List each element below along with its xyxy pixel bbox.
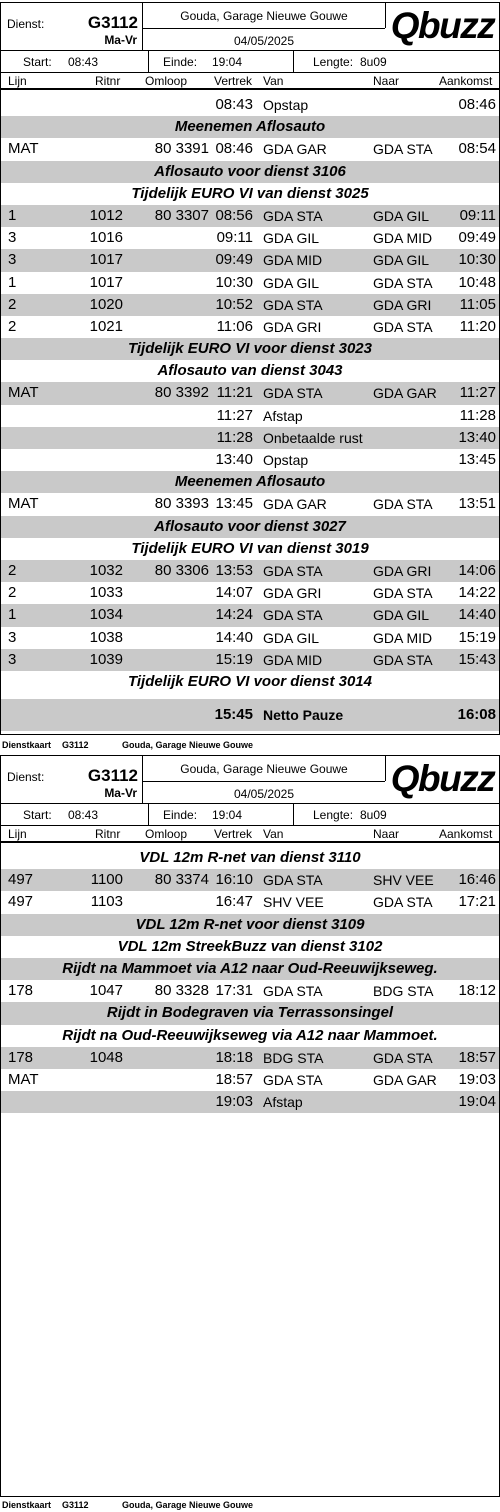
vertrek-cell: 16:47 xyxy=(215,893,253,911)
shift-times-bar xyxy=(1,804,499,826)
footer-label: Dienstkaart xyxy=(2,1500,52,1510)
lijn-cell: 3 xyxy=(8,251,17,269)
vertrek-cell: 15:19 xyxy=(215,650,253,668)
lijn-cell: 2 xyxy=(8,584,17,602)
vertrek-cell: 14:24 xyxy=(215,606,253,624)
naar-cell: GDA GIL xyxy=(373,207,430,224)
aankomst-cell: 08:54 xyxy=(458,140,496,158)
service-date: 04/05/2025 xyxy=(233,787,295,801)
footer-id: G3112 xyxy=(62,740,89,750)
aankomst-cell: 17:21 xyxy=(458,893,496,911)
section-banner xyxy=(1,671,499,693)
aankomst-cell: 15:43 xyxy=(458,650,496,668)
banner-text: VDL 12m R-net van dienst 3110 xyxy=(139,849,361,866)
col-ritnr: Ritnr xyxy=(95,827,121,841)
col-lijn: Lijn xyxy=(8,827,27,841)
aankomst-cell: 16:08 xyxy=(457,706,496,724)
qbuzz-logo: Qbuzz xyxy=(390,758,495,799)
divider xyxy=(293,804,294,826)
aankomst-cell: 15:19 xyxy=(458,628,496,646)
banner-text: VDL 12m R-net voor dienst 3109 xyxy=(135,915,365,933)
trip-row xyxy=(1,405,499,427)
section-banner xyxy=(1,516,499,538)
divider xyxy=(142,781,385,782)
dienst-label: Dienst: xyxy=(7,770,45,784)
aankomst-cell: 18:12 xyxy=(458,982,496,1000)
trip-row xyxy=(1,869,499,891)
lijn-cell: 1 xyxy=(8,273,17,291)
ritnr-cell: 1032 xyxy=(89,561,123,579)
lijn-cell: 178 xyxy=(8,982,34,1000)
ritnr-cell: 1017 xyxy=(89,273,123,291)
vertrek-cell: 18:57 xyxy=(215,1070,253,1088)
naar-cell: BDG STA xyxy=(373,983,434,1000)
column-headers xyxy=(1,826,499,843)
trip-row xyxy=(1,582,499,604)
aankomst-cell: 13:45 xyxy=(458,451,496,468)
col-vertrek: Vertrek xyxy=(214,827,253,841)
banner-text: Aflosauto voor dienst 3027 xyxy=(154,517,346,535)
lijn-cell: MAT xyxy=(8,384,39,402)
naar-cell: GDA STA xyxy=(373,318,433,335)
dienst-id: G3112 xyxy=(87,13,138,32)
lengte-label: Lengte: xyxy=(313,808,354,822)
einde-time: 19:04 xyxy=(212,808,243,822)
lijn-cell: 2 xyxy=(8,295,17,313)
ritnr-cell: 1012 xyxy=(89,206,123,224)
aankomst-cell: 10:30 xyxy=(458,251,496,269)
van-cell: Opstap xyxy=(263,97,309,113)
aankomst-cell: 14:06 xyxy=(458,561,496,579)
van-cell: SHV VEE xyxy=(263,894,324,911)
naar-cell: GDA STA xyxy=(373,141,433,158)
vertrek-cell: 15:45 xyxy=(214,706,253,724)
naar-cell: GDA STA xyxy=(373,651,433,668)
ritnr-cell: 1017 xyxy=(89,251,123,269)
van-cell: GDA GAR xyxy=(263,141,327,158)
footer-location: Gouda, Garage Nieuwe Gouwe xyxy=(122,740,254,750)
aankomst-cell: 14:40 xyxy=(458,606,496,624)
page-header xyxy=(1,3,499,51)
ritnr-cell: 1039 xyxy=(89,650,123,668)
lengte-value: 8u09 xyxy=(360,808,387,822)
trip-row xyxy=(1,205,499,227)
trip-row xyxy=(1,138,499,160)
trip-row xyxy=(1,249,499,271)
banner-text: Tijdelijk EURO VI voor dienst 3023 xyxy=(128,340,372,358)
section-banner xyxy=(1,471,499,493)
lengte-value: 8u09 xyxy=(360,55,387,69)
dienst-id: G3112 xyxy=(87,766,138,785)
naar-cell: GDA STA xyxy=(373,894,433,911)
dienstkaart-page-2 xyxy=(0,755,500,1497)
trip-row xyxy=(1,427,499,449)
col-van: Van xyxy=(263,74,284,88)
aankomst-cell: 19:04 xyxy=(458,1093,496,1111)
col-naar: Naar xyxy=(373,827,400,841)
aankomst-cell: 11:20 xyxy=(459,317,496,335)
trip-row xyxy=(1,1091,499,1113)
lijn-cell: MAT xyxy=(8,1070,39,1088)
divider xyxy=(148,804,149,826)
section-banner xyxy=(1,360,499,382)
footer-location: Gouda, Garage Nieuwe Gouwe xyxy=(122,1500,254,1510)
section-banner xyxy=(1,538,499,560)
banner-text: Tijdelijk EURO VI voor dienst 3014 xyxy=(128,672,372,690)
banner-text: Rijdt na Oud-Reeuwijkseweg via A12 naar Mammoet. xyxy=(62,1026,438,1044)
vertrek-cell: 18:18 xyxy=(215,1048,253,1066)
aankomst-cell: 14:22 xyxy=(458,584,496,602)
aankomst-cell: 08:46 xyxy=(458,96,496,113)
dienst-label: Dienst: xyxy=(7,17,45,31)
naar-cell: GDA STA xyxy=(373,274,433,291)
vertrek-cell: 11:06 xyxy=(216,317,253,335)
naar-cell: GDA MID xyxy=(373,629,433,646)
aankomst-cell: 11:27 xyxy=(459,384,496,402)
van-cell: GDA STA xyxy=(263,296,323,313)
naar-cell: GDA STA xyxy=(373,585,433,602)
lijn-cell: 2 xyxy=(8,561,17,579)
banner-text: VDL 12m StreekBuzz van dienst 3102 xyxy=(117,937,383,955)
start-time: 08:43 xyxy=(68,808,99,822)
vertrek-cell: 09:11 xyxy=(216,229,253,247)
vertrek-cell: 13:40 xyxy=(215,451,253,468)
vertrek-cell: 10:52 xyxy=(215,295,253,313)
footer-id: G3112 xyxy=(62,1500,89,1510)
vertrek-cell: 14:40 xyxy=(215,628,253,646)
einde-label: Einde: xyxy=(163,808,198,822)
lijn-cell: MAT xyxy=(8,495,39,513)
aankomst-cell: 18:57 xyxy=(458,1048,496,1066)
col-vertrek: Vertrek xyxy=(214,74,253,88)
trip-list xyxy=(1,94,499,731)
van-cell: Netto Pauze xyxy=(263,707,344,724)
section-banner xyxy=(1,116,499,138)
section-banner xyxy=(1,338,499,360)
trip-row xyxy=(1,604,499,626)
naar-cell: SHV VEE xyxy=(373,872,434,889)
aankomst-cell: 19:03 xyxy=(458,1070,496,1088)
van-cell: GDA STA xyxy=(263,207,323,224)
lijn-cell: MAT xyxy=(8,140,39,158)
ritnr-cell: 1016 xyxy=(89,229,123,247)
van-cell: Onbetaalde rust xyxy=(263,429,363,446)
trip-list xyxy=(1,847,499,1113)
naar-cell: GDA STA xyxy=(373,496,433,513)
van-cell: GDA MID xyxy=(263,252,323,269)
section-banner xyxy=(1,914,499,936)
lijn-cell: 3 xyxy=(8,628,17,646)
vertrek-cell: 08:46 xyxy=(215,140,253,158)
banner-text: Meenemen Aflosauto xyxy=(174,473,326,491)
col-ritnr: Ritnr xyxy=(95,74,121,88)
vertrek-cell: 14:07 xyxy=(215,584,253,602)
aankomst-cell: 13:51 xyxy=(458,495,496,513)
van-cell: Afstap xyxy=(263,407,303,424)
trip-row xyxy=(1,94,499,116)
banner-text: Tijdelijk EURO VI van dienst 3019 xyxy=(131,539,369,557)
ritnr-cell: 1020 xyxy=(89,295,123,313)
dienst-days: Ma-Vr xyxy=(104,786,137,800)
divider xyxy=(148,51,149,73)
van-cell: GDA GAR xyxy=(263,496,327,513)
van-cell: GDA STA xyxy=(263,562,323,579)
trip-row xyxy=(1,649,499,671)
trip-row xyxy=(1,382,499,404)
van-cell: BDG STA xyxy=(263,1049,324,1066)
start-label: Start: xyxy=(23,808,52,822)
banner-text: Aflosauto van dienst 3043 xyxy=(157,362,343,380)
dienstkaart-page-1 xyxy=(0,2,500,735)
aankomst-cell: 09:49 xyxy=(458,229,496,247)
trip-row xyxy=(1,493,499,515)
naar-cell: GDA GIL xyxy=(373,607,430,624)
footer-label: Dienstkaart xyxy=(2,740,52,750)
location: Gouda, Garage Nieuwe Gouwe xyxy=(180,9,348,23)
aankomst-cell: 11:05 xyxy=(459,295,496,313)
ritnr-cell: 1021 xyxy=(89,317,123,335)
banner-text: Meenemen Aflosauto xyxy=(174,118,326,136)
location: Gouda, Garage Nieuwe Gouwe xyxy=(180,762,348,776)
col-van: Van xyxy=(263,827,284,841)
van-cell: GDA GRI xyxy=(263,318,322,335)
trip-row xyxy=(1,627,499,649)
vertrek-cell: 10:30 xyxy=(215,273,253,291)
einde-time: 19:04 xyxy=(212,55,243,69)
col-aankomst: Aankomst xyxy=(439,74,493,88)
ritnr-cell: 1034 xyxy=(89,606,123,624)
section-banner xyxy=(1,958,499,980)
van-cell: GDA STA xyxy=(263,607,323,624)
col-omloop: Omloop xyxy=(145,827,188,841)
omloop-cell: 80 3391 xyxy=(154,140,209,158)
start-label: Start: xyxy=(23,55,52,69)
vertrek-cell: 11:28 xyxy=(216,428,253,446)
trip-row xyxy=(1,227,499,249)
lijn-cell: 497 xyxy=(8,893,34,911)
trip-row xyxy=(1,316,499,338)
omloop-cell: 80 3307 xyxy=(154,206,209,224)
naar-cell: GDA GIL xyxy=(373,252,430,269)
section-banner xyxy=(1,1025,499,1047)
aankomst-cell: 10:48 xyxy=(458,273,496,291)
ritnr-cell: 1038 xyxy=(89,628,123,646)
banner-text: Aflosauto voor dienst 3106 xyxy=(154,162,346,180)
trip-row xyxy=(1,891,499,913)
naar-cell: GDA GRI xyxy=(373,562,432,579)
lijn-cell: 1 xyxy=(8,206,17,224)
vertrek-cell: 08:56 xyxy=(215,206,253,224)
omloop-cell: 80 3306 xyxy=(154,561,209,579)
naar-cell: GDA GAR xyxy=(373,1071,437,1088)
omloop-cell: 80 3393 xyxy=(154,495,209,513)
section-banner xyxy=(1,161,499,183)
ritnr-cell: 1103 xyxy=(90,893,123,911)
lijn-cell: 3 xyxy=(8,650,17,668)
trip-row xyxy=(1,980,499,1002)
trip-row xyxy=(1,272,499,294)
van-cell: GDA GIL xyxy=(263,230,320,247)
omloop-cell: 80 3392 xyxy=(154,384,209,402)
col-aankomst: Aankomst xyxy=(439,827,493,841)
naar-cell: GDA GRI xyxy=(373,296,432,313)
van-cell: Afstap xyxy=(263,1094,303,1111)
lijn-cell: 497 xyxy=(8,871,34,889)
column-headers xyxy=(1,73,499,90)
qbuzz-logo: Qbuzz xyxy=(390,5,495,46)
start-time: 08:43 xyxy=(68,55,99,69)
vertrek-cell: 13:45 xyxy=(215,495,253,513)
vertrek-cell: 08:43 xyxy=(215,96,253,113)
vertrek-cell: 11:21 xyxy=(216,384,253,402)
naar-cell: GDA MID xyxy=(373,230,433,247)
page-header xyxy=(1,756,499,804)
trip-row xyxy=(1,560,499,582)
lijn-cell: 2 xyxy=(8,317,17,335)
dienst-days: Ma-Vr xyxy=(104,33,137,47)
van-cell: GDA STA xyxy=(263,983,323,1000)
service-date: 04/05/2025 xyxy=(233,34,295,48)
aankomst-cell: 13:40 xyxy=(458,428,496,446)
naar-cell: GDA GAR xyxy=(373,385,437,402)
vertrek-cell: 19:03 xyxy=(215,1093,253,1111)
shift-times-bar xyxy=(1,51,499,73)
lijn-cell: 178 xyxy=(8,1048,34,1066)
van-cell: GDA GIL xyxy=(263,274,320,291)
trip-row xyxy=(1,449,499,471)
einde-label: Einde: xyxy=(163,55,198,69)
ritnr-cell: 1033 xyxy=(89,584,123,602)
col-lijn: Lijn xyxy=(8,74,27,88)
divider xyxy=(293,51,294,73)
van-cell: GDA STA xyxy=(263,872,323,889)
van-cell: GDA GIL xyxy=(263,629,320,646)
lengte-label: Lengte: xyxy=(313,55,354,69)
section-banner xyxy=(1,1002,499,1024)
ritnr-cell: 1048 xyxy=(89,1048,123,1066)
aankomst-cell: 16:46 xyxy=(458,871,496,889)
lijn-cell: 3 xyxy=(8,229,17,247)
van-cell: GDA MID xyxy=(263,651,323,668)
van-cell: GDA GRI xyxy=(263,585,322,602)
divider xyxy=(142,28,385,29)
vertrek-cell: 11:27 xyxy=(216,406,253,424)
ritnr-cell: 1100 xyxy=(90,871,123,889)
van-cell: GDA STA xyxy=(263,385,323,402)
banner-text: Rijdt in Bodegraven via Terrassonsingel xyxy=(106,1004,394,1022)
naar-cell: GDA STA xyxy=(373,1049,433,1066)
col-naar: Naar xyxy=(373,74,400,88)
omloop-cell: 80 3328 xyxy=(154,982,209,1000)
vertrek-cell: 17:31 xyxy=(215,982,253,1000)
aankomst-cell: 11:28 xyxy=(459,406,496,424)
trip-row xyxy=(1,1069,499,1091)
vertrek-cell: 13:53 xyxy=(215,561,253,579)
banner-text: Rijdt na Mammoet via A12 naar Oud-Reeuwijkseweg. xyxy=(62,959,438,977)
section-banner xyxy=(1,183,499,205)
section-banner xyxy=(1,936,499,958)
col-omloop: Omloop xyxy=(145,74,188,88)
trip-row xyxy=(1,294,499,316)
aankomst-cell: 09:11 xyxy=(459,206,496,224)
section-banner xyxy=(1,847,499,869)
pause-row xyxy=(1,699,499,731)
banner-text: Tijdelijk EURO VI van dienst 3025 xyxy=(131,184,369,202)
vertrek-cell: 09:49 xyxy=(215,251,253,269)
trip-row xyxy=(1,1047,499,1069)
van-cell: Opstap xyxy=(263,452,309,468)
vertrek-cell: 16:10 xyxy=(215,871,253,889)
van-cell: GDA STA xyxy=(263,1071,323,1088)
omloop-cell: 80 3374 xyxy=(154,871,209,889)
ritnr-cell: 1047 xyxy=(89,982,123,1000)
lijn-cell: 1 xyxy=(8,606,17,624)
